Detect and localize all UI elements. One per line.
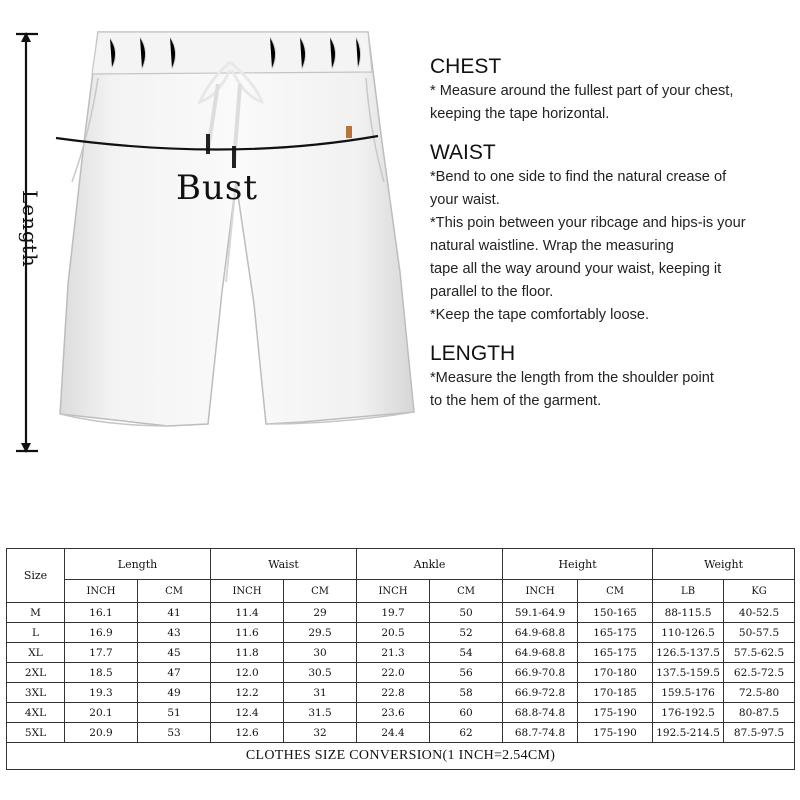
table-unit-header-row [7, 580, 795, 603]
table-cell: 11.4 [211, 603, 284, 623]
table-cell: 20.1 [65, 703, 138, 723]
waist-line: natural waistline. Wrap the measuring [430, 238, 674, 254]
table-cell: 165-175 [578, 623, 653, 643]
size-cell: 2XL [7, 663, 65, 683]
waist-line: *Bend to one side to find the natural crease of [430, 169, 727, 185]
table-cell: 51 [138, 703, 211, 723]
table-row [7, 603, 795, 623]
waist-line: tape all the way around your waist, keeping it [430, 261, 722, 277]
table-cell: 24.4 [357, 723, 430, 743]
group-header: Length [65, 549, 211, 580]
table-row [7, 723, 795, 743]
chest-line: keeping the tape horizontal. [430, 106, 610, 122]
table-cell: 16.1 [65, 603, 138, 623]
table-cell: 59.1-64.9 [503, 603, 578, 623]
size-cell: 5XL [7, 723, 65, 743]
table-cell: 52 [430, 623, 503, 643]
table-cell: 72.5-80 [724, 683, 795, 703]
shorts-image [40, 22, 420, 462]
table-cell: 175-190 [578, 723, 653, 743]
unit-header: CM [138, 580, 211, 603]
table-cell: 20.9 [65, 723, 138, 743]
waist-section [430, 140, 800, 327]
table-row [7, 643, 795, 663]
table-cell: 19.7 [357, 603, 430, 623]
table-cell: 68.7-74.8 [503, 723, 578, 743]
size-cell: M [7, 603, 65, 623]
table-cell: 192.5-214.5 [653, 723, 724, 743]
table-cell: 12.2 [211, 683, 284, 703]
table-cell: 80-87.5 [724, 703, 795, 723]
size-chart-table [6, 548, 795, 770]
unit-header: INCH [503, 580, 578, 603]
table-cell: 50-57.5 [724, 623, 795, 643]
table-footer-row [7, 743, 795, 770]
table-cell: 11.8 [211, 643, 284, 663]
length-title: LENGTH [430, 342, 516, 365]
waist-line: *This poin between your ribcage and hips-is your [430, 215, 746, 231]
table-cell: 170-185 [578, 683, 653, 703]
table-row [7, 703, 795, 723]
table-cell: 12.0 [211, 663, 284, 683]
table-cell: 22.0 [357, 663, 430, 683]
table-cell: 175-190 [578, 703, 653, 723]
waist-line: your waist. [430, 192, 500, 208]
length-section [430, 341, 800, 413]
table-cell: 29.5 [284, 623, 357, 643]
table-cell: 68.8-74.8 [503, 703, 578, 723]
table-cell: 45 [138, 643, 211, 663]
table-cell: 176-192.5 [653, 703, 724, 723]
table-cell: 66.9-70.8 [503, 663, 578, 683]
table-cell: 19.3 [65, 683, 138, 703]
table-cell: 150-165 [578, 603, 653, 623]
table-cell: 30.5 [284, 663, 357, 683]
table-cell: 11.6 [211, 623, 284, 643]
size-cell: 4XL [7, 703, 65, 723]
size-header: Size [7, 549, 65, 603]
length-line: *Measure the length from the shoulder point [430, 370, 714, 386]
unit-header: LB [653, 580, 724, 603]
table-cell: 126.5-137.5 [653, 643, 724, 663]
table-cell: 49 [138, 683, 211, 703]
unit-header: INCH [357, 580, 430, 603]
table-cell: 170-180 [578, 663, 653, 683]
table-cell: 31 [284, 683, 357, 703]
table-cell: 56 [430, 663, 503, 683]
table-cell: 12.6 [211, 723, 284, 743]
size-cell: L [7, 623, 65, 643]
chest-line: * Measure around the fullest part of your chest, [430, 83, 734, 99]
size-cell: XL [7, 643, 65, 663]
table-cell: 54 [430, 643, 503, 663]
table-cell: 58 [430, 683, 503, 703]
waist-line: *Keep the tape comfortably loose. [430, 307, 650, 323]
table-cell: 23.6 [357, 703, 430, 723]
table-cell: 165-175 [578, 643, 653, 663]
table-cell: 64.9-68.8 [503, 643, 578, 663]
unit-header: CM [284, 580, 357, 603]
shorts-figure [0, 0, 420, 520]
table-cell: 32 [284, 723, 357, 743]
table-cell: 43 [138, 623, 211, 643]
waist-line: parallel to the floor. [430, 284, 554, 300]
table-cell: 31.5 [284, 703, 357, 723]
unit-header: KG [724, 580, 795, 603]
table-cell: 53 [138, 723, 211, 743]
length-label: Length [18, 190, 42, 268]
table-cell: 22.8 [357, 683, 430, 703]
chest-title: CHEST [430, 55, 502, 78]
table-cell: 40-52.5 [724, 603, 795, 623]
table-row [7, 683, 795, 703]
table-cell: 110-126.5 [653, 623, 724, 643]
group-header: Height [503, 549, 653, 580]
table-cell: 137.5-159.5 [653, 663, 724, 683]
table-cell: 17.7 [65, 643, 138, 663]
table-cell: 66.9-72.8 [503, 683, 578, 703]
table-cell: 64.9-68.8 [503, 623, 578, 643]
group-header: Ankle [357, 549, 503, 580]
table-cell: 18.5 [65, 663, 138, 683]
table-row [7, 623, 795, 643]
table-cell: 21.3 [357, 643, 430, 663]
table-cell: 20.5 [357, 623, 430, 643]
unit-header: INCH [211, 580, 284, 603]
unit-header: CM [578, 580, 653, 603]
chest-section [430, 54, 800, 126]
size-table-body [7, 603, 795, 743]
table-group-header-row [7, 549, 795, 580]
table-cell: 41 [138, 603, 211, 623]
table-cell: 50 [430, 603, 503, 623]
table-cell: 57.5-62.5 [724, 643, 795, 663]
table-cell: 16.9 [65, 623, 138, 643]
group-header: Waist [211, 549, 357, 580]
unit-header: CM [430, 580, 503, 603]
table-cell: 47 [138, 663, 211, 683]
waist-title: WAIST [430, 141, 496, 164]
group-header: Weight [653, 549, 795, 580]
table-cell: 12.4 [211, 703, 284, 723]
length-line: to the hem of the garment. [430, 393, 602, 409]
size-cell: 3XL [7, 683, 65, 703]
conversion-note: CLOTHES SIZE CONVERSION(1 INCH=2.54CM) [7, 743, 795, 770]
table-cell: 159.5-176 [653, 683, 724, 703]
table-cell: 87.5-97.5 [724, 723, 795, 743]
bust-label: Bust [176, 168, 258, 208]
table-cell: 62 [430, 723, 503, 743]
table-cell: 30 [284, 643, 357, 663]
measuring-guide [430, 54, 800, 427]
unit-header: INCH [65, 580, 138, 603]
table-cell: 29 [284, 603, 357, 623]
table-cell: 62.5-72.5 [724, 663, 795, 683]
table-cell: 60 [430, 703, 503, 723]
table-row [7, 663, 795, 683]
table-cell: 88-115.5 [653, 603, 724, 623]
